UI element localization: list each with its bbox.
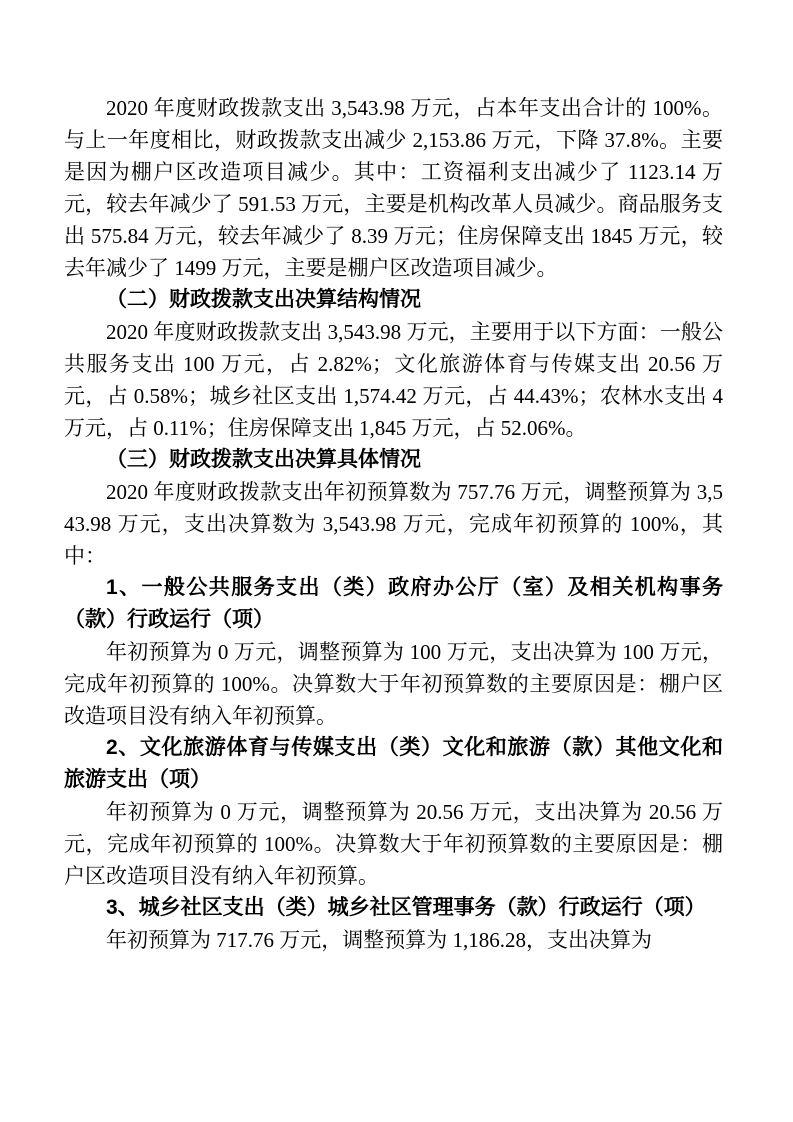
item-heading-culture-tourism: 2、文化旅游体育与传媒支出（类）文化和旅游（款）其他文化和旅游支出（项） (64, 736, 723, 791)
paragraph-funding-expenditure-summary: 2020 年度财政拨款支出 3,543.98 万元，占本年支出合计的 100%。与上一年度相比，财政拨款支出减少 2,153.86 万元，下降 37.8%。主要是因为棚户区改造项目减少。其中：工资福利支出减少了 1123.14 万元，较去年减少了 591.53 万元，主要是机构改革人员减少。商品服务支出 575.84 万元，较去年减少了 8.39 万元；住房保障支出 1845 万元，较去年减少了 1499 万元，主要是棚户区改造项目减少。 (64, 96, 723, 280)
item-heading-general-public-services: 1、一般公共服务支出（类）政府办公厅（室）及相关机构事务（款）行政运行（项） (64, 576, 723, 631)
paragraph-urban-rural-community-detail: 年初预算为 717.76 万元，调整预算为 1,186.28，支出决算为 (106, 928, 652, 952)
paragraph-expenditure-structure-detail: 2020 年度财政拨款支出 3,543.98 万元，主要用于以下方面：一般公共服务支出 100 万元，占 2.82%；文化旅游体育与传媒支出 20.56 万元，占 0.58%；城乡社区支出 1,574.42 万元，占 44.43%；农林水支出 4 万元，占 0.11%；住房保障支出 1,845 万元，占 52.06%。 (64, 320, 723, 440)
section-heading-expenditure-specifics: （三）财政拨款支出决算具体情况 (106, 448, 421, 471)
item-heading-urban-rural-community: 3、城乡社区支出（类）城乡社区管理事务（款）行政运行（项） (106, 896, 706, 919)
paragraph-culture-tourism-detail: 年初预算为 0 万元，调整预算为 20.56 万元，支出决算为 20.56 万元，完成年初预算的 100%。决算数大于年初预算数的主要原因是：棚户区改造项目没有纳入年初预算。 (64, 800, 723, 888)
section-heading-expenditure-structure: （二）财政拨款支出决算结构情况 (106, 288, 421, 311)
paragraph-general-public-services-detail: 年初预算为 0 万元，调整预算为 100 万元，支出决算为 100 万元，完成年初预算的 100%。决算数大于年初预算数的主要原因是：棚户区改造项目没有纳入年初预算。 (64, 640, 723, 728)
paragraph-budget-overview: 2020 年度财政拨款支出年初预算数为 757.76 万元，调整预算为 3,543.98 万元，支出决算数为 3,543.98 万元，完成年初预算的 100%，其中： (64, 480, 723, 568)
